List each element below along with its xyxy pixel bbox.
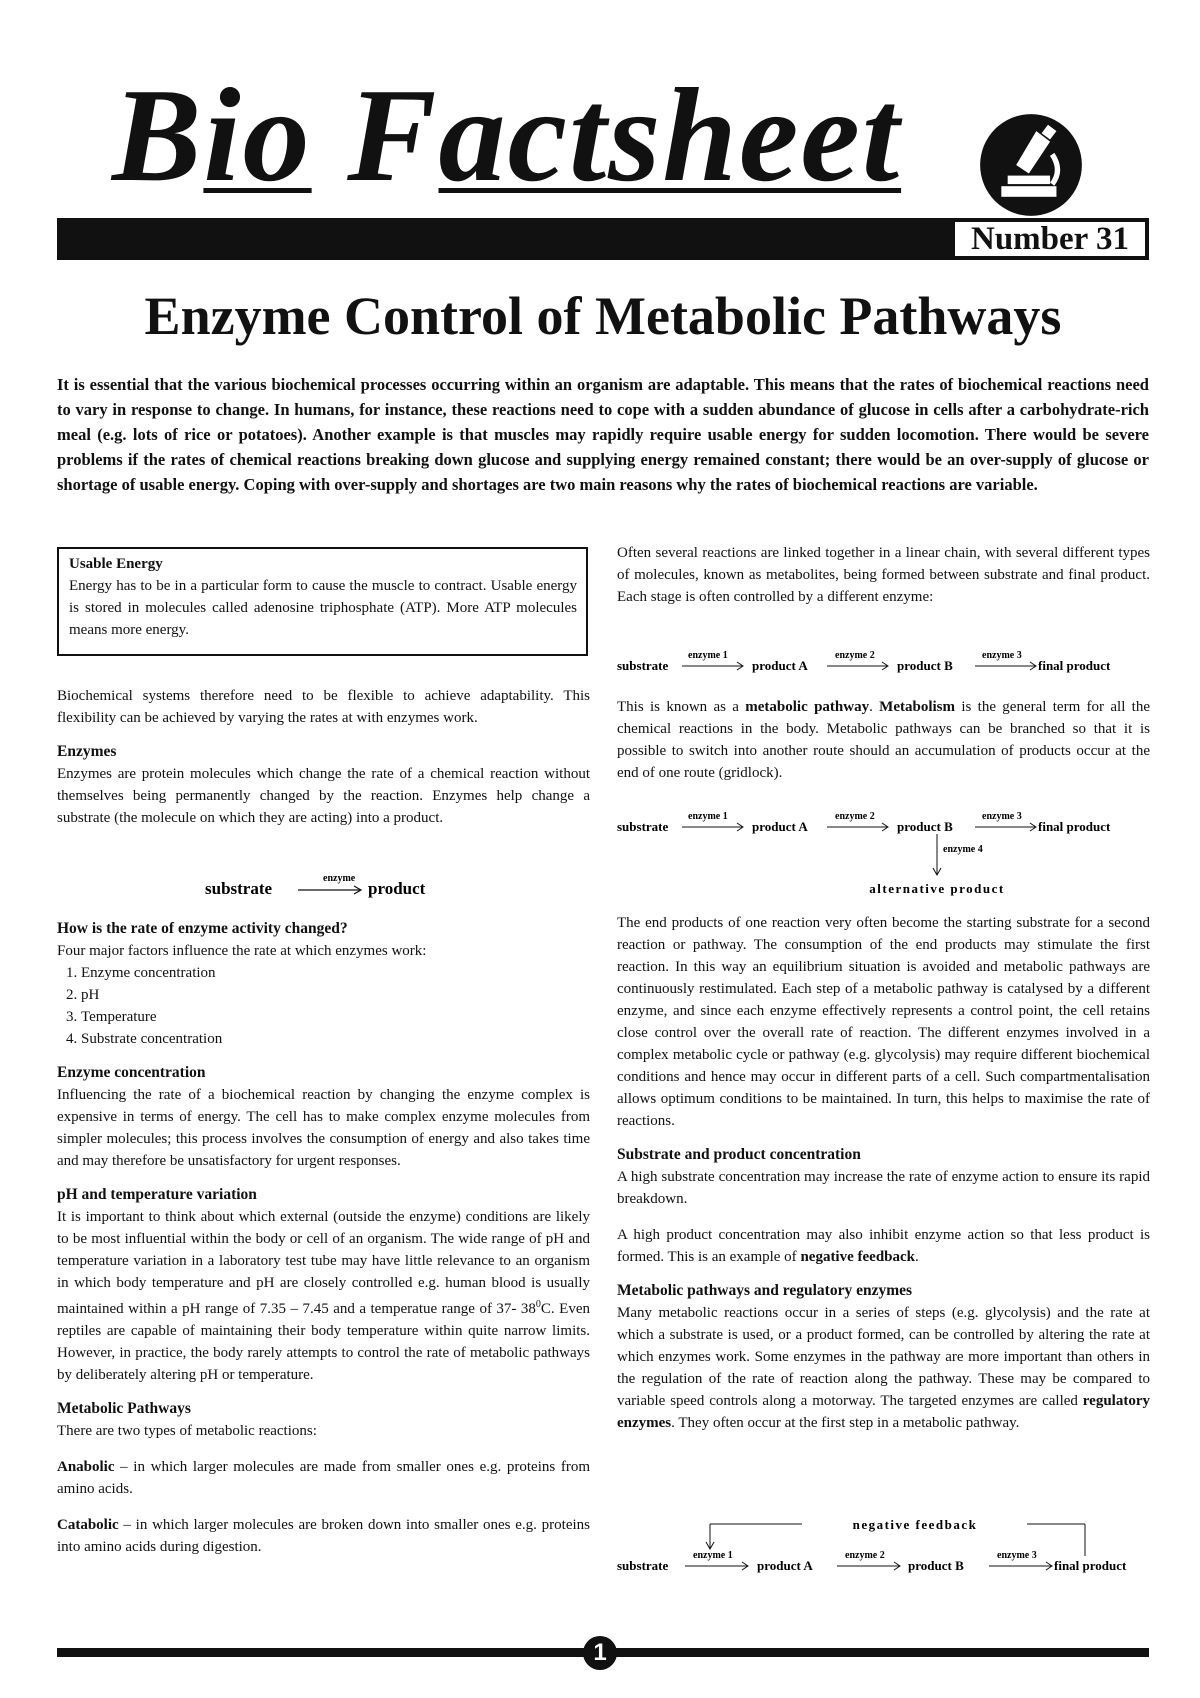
factor-item: 2. pH (81, 984, 590, 1006)
masthead-b: B (112, 61, 204, 209)
feedback-enzyme1: enzyme 1 (693, 1550, 733, 1561)
pathway-enzyme2: enzyme 2 (835, 650, 875, 661)
re-term: regulatory enzymes (617, 1393, 1150, 1431)
pc-text-b: . (915, 1249, 919, 1265)
page-title: Enzyme Control of Metabolic Pathways (144, 286, 1062, 346)
factor-item: 4. Substrate concentration (81, 1028, 590, 1050)
anabolic-paragraph (57, 1456, 590, 1500)
regulatory-enzymes-heading: Metabolic pathways and regulatory enzymes (617, 1282, 913, 1299)
metabolic-pathways-heading: Metabolic Pathways (57, 1400, 191, 1417)
branch-enzyme3: enzyme 3 (982, 812, 1022, 822)
branch-enzyme4: enzyme 4 (943, 844, 983, 855)
ph-temperature-paragraph (57, 1206, 590, 1386)
regulatory-enzymes-paragraph (617, 1302, 1150, 1434)
enzyme-concentration-paragraph: Influencing the rate of a biochemical reaction by changing the enzyme complex is expensive in terms of energy. The cell has to make complex enzyme molecules from simpler molecules; this process involves the consumption of energy and also takes time and may therefore be unsatisfactory for urgent responses. (57, 1087, 590, 1169)
metabolic-pathways-paragraph: There are two types of metabolic reactions: (57, 1423, 317, 1439)
linear-pathway-diagram (617, 648, 1152, 678)
factor-item: 3. Temperature (81, 1006, 590, 1028)
enzyme-concentration-heading: Enzyme concentration (57, 1064, 206, 1081)
intro-paragraph: It is essential that the various biochemical processes occurring within an organism are adaptable. This means that the rates of biochemical reactions need to vary in response to change. In humans, for instance, these reactions need to cope with a sudden abundance of glucose in cells after a carbohydrate-rich meal (e.g. lots of rice or potatoes). Another example is that muscles may rapidly require usable energy for sudden locomotion. There would be severe problems if the rates of chemical reactions breaking down glucose and supplying energy remained constant; there would be an over-supply of glucose or shortage of usable energy. Coping with over-supply and shortages are two main reasons why the rates of biochemical reactions are variable. (57, 375, 1149, 494)
re-text-b: . They often occur at the first step in a metabolic pathway. (671, 1415, 1020, 1431)
degree-mark: 0 (535, 1299, 541, 1310)
negative-feedback-label: negative feedback (852, 1517, 978, 1532)
branch-final-product: final product (1038, 819, 1111, 834)
ph-text-a: It is important to think about which external (outside the enzyme) conditions are likely to be most influential within the body or cell of an organism. The wide range of pH and temperature variation in a laboratory test tube may have little relevance to an organism in which body temperature and pH are closely controlled e.g. human blood is usually maintained within a pH range of 7.35 – 7.45 and a temperatue range of 37- 38 (57, 1209, 590, 1317)
rate-paragraph: Four major factors influence the rate at which enzymes work: (57, 943, 427, 959)
substrate-concentration-paragraph: A high substrate concentration may increase the rate of enzyme action to ensure its rapid breakdown. (617, 1169, 1150, 1207)
feedback-final-product: final product (1054, 1558, 1127, 1573)
catabolic-paragraph (57, 1514, 590, 1558)
product-concentration-paragraph (617, 1224, 1150, 1268)
eq-enzyme: enzyme (323, 873, 356, 884)
masthead-io: io (203, 61, 312, 209)
branched-pathway-diagram (617, 812, 1152, 897)
branch-alternative-product: alternative product (869, 881, 1005, 896)
branch-substrate: substrate (617, 819, 669, 834)
pc-text-a: A high product concentration may also inhibit enzyme action so that less product is formed. This is an example of (617, 1227, 1150, 1265)
masthead-actsheet: actsheet (438, 61, 902, 209)
mp-term-2: Metabolism (879, 699, 955, 715)
mp-text-a: This is known as a (617, 699, 746, 715)
left-column-lower (57, 918, 590, 1558)
metabolic-pathway-paragraph (617, 696, 1150, 784)
ph-text-b: C. Even reptiles are capable of maintaining their body temperature within quite narrow limits. However, in practice, the body rarely attempts to control the rate of metabolic pathways by deliberately altering pH or temperature. (57, 1301, 590, 1383)
left-column (57, 685, 590, 829)
anabolic-term: Anabolic (57, 1459, 115, 1475)
right-column-lower (617, 912, 1150, 1434)
substrate-product-heading: Substrate and product concentration (617, 1146, 861, 1163)
feedback-product-b: product B (908, 1558, 964, 1573)
eq-product: product (368, 879, 426, 898)
catabolic-text: – in which larger molecules are broken down into smaller ones e.g. proteins into amino acids during digestion. (57, 1517, 590, 1555)
page-number: 1 (583, 1636, 617, 1670)
end-products-paragraph: The end products of one reaction very often become the starting substrate for a second reaction or pathway. The consumption of the end products may stimulate the first reaction. In this way an equilibrium situation is avoided and metabolic pathways are continuously restimulated. Each step of a metabolic pathway is catalysed by a different enzyme, and since each enzyme effectively represents a control point, the cell retains close control over the overall rate of reaction. The different enzymes involved in a complex metabolic cycle or pathway (e.g. glycolysis) may require different biochemical conditions and hence may occur in different parts of a cell. Such compartmentalisation allows optimum conditions to be maintained. In turn, this helps to maximise the rate of reactions. (617, 915, 1150, 1129)
right-column (617, 542, 1150, 608)
branch-product-b: product B (897, 819, 953, 834)
enzymes-heading: Enzymes (57, 743, 117, 760)
masthead-title (112, 60, 952, 210)
usable-energy-box (57, 547, 588, 656)
issue-number: Number 31 (955, 222, 1145, 256)
feedback-substrate: substrate (617, 1558, 669, 1573)
factors-list (57, 962, 590, 1050)
flexibility-paragraph: Biochemical systems therefore need to be flexible to achieve adaptability. This flexibility can be achieved by varying the rates at with enzymes work. (57, 688, 590, 726)
feedback-product-a: product A (757, 1558, 813, 1573)
pathway-product-a: product A (752, 658, 808, 673)
linear-chain-paragraph: Often several reactions are linked together in a linear chain, with several different types of molecules, known as metabolites, being formed between substrate and final product. Each stage is often controlled by a different enzyme: (617, 545, 1150, 605)
anabolic-text: – in which larger molecules are made from smaller ones e.g. proteins from amino acids. (57, 1459, 590, 1497)
enzyme-equation (190, 866, 490, 902)
branch-enzyme2: enzyme 2 (835, 812, 875, 822)
pathway-substrate: substrate (617, 658, 669, 673)
pathway-product-b: product B (897, 658, 953, 673)
masthead-f: F (347, 61, 439, 209)
catabolic-term: Catabolic (57, 1517, 119, 1533)
mp-term-1: metabolic pathway (745, 699, 870, 715)
mp-text-b: . (869, 699, 880, 715)
factor-item: 1. Enzyme concentration (81, 962, 590, 984)
enzymes-paragraph: Enzymes are protein molecules which change the rate of a chemical reaction without themselves being permanently changed by the reaction. Enzymes help change a substrate (the molecule on which they are acting) into a product. (57, 766, 590, 826)
ph-temperature-heading: pH and temperature variation (57, 1186, 257, 1203)
branch-product-a: product A (752, 819, 808, 834)
mp-text-c: is the general term for all the chemical reactions in the body. Metabolic pathways can be branched so that it is possible to switch into another route should an accumulation of products occur at the end of one route (gridlock). (617, 699, 1151, 781)
eq-substrate: substrate (205, 879, 273, 898)
negative-feedback-diagram (617, 1512, 1162, 1582)
right-column-metabolism (617, 696, 1150, 784)
pc-term: negative feedback (800, 1249, 916, 1265)
pathway-final-product: final product (1038, 658, 1111, 673)
re-text-a: Many metabolic reactions occur in a series of steps (e.g. glycolysis) and the rate at which a substrate is used, or a product formed, can be controlled by altering the rate at which enzymes work. Some enzymes in the pathway are more important than others in the regulation of the rate of reaction along the pathway. These may be compared to variable speed controls along a motorway. The targeted enzymes are called (617, 1305, 1150, 1409)
rate-heading: How is the rate of enzyme activity changed? (57, 920, 348, 937)
microscope-logo-icon (978, 112, 1084, 218)
box-text: Energy has to be in a particular form to cause the muscle to contract. Usable energy is stored in molecules called adenosine triphosphate (ATP). More ATP molecules means more energy. (69, 578, 577, 638)
branch-enzyme1: enzyme 1 (688, 812, 728, 822)
feedback-enzyme2: enzyme 2 (845, 1550, 885, 1561)
pathway-enzyme3: enzyme 3 (982, 650, 1022, 661)
box-title: Usable Energy (69, 556, 163, 572)
feedback-enzyme3: enzyme 3 (997, 1550, 1037, 1561)
pathway-enzyme1: enzyme 1 (688, 650, 728, 661)
